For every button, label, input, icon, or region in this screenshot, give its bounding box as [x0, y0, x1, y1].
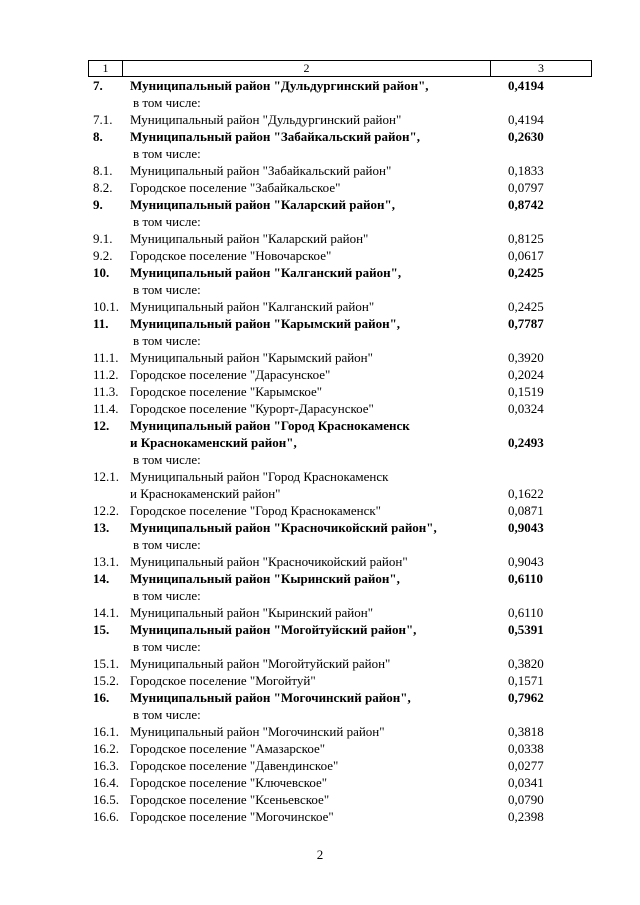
row-name-line-1: в том числе: — [133, 588, 201, 603]
row-value: 0,0871 — [508, 503, 544, 518]
row-name-line-1: Муниципальный район "Каларский район" — [130, 231, 369, 246]
table-row — [0, 366, 640, 383]
row-value: 0,1622 — [508, 486, 544, 501]
table-row — [0, 604, 640, 621]
row-name-line-1: Муниципальный район "Карымский район", — [130, 316, 401, 331]
row-name-line-1: Муниципальный район "Забайкальский район", — [130, 129, 420, 144]
row-name — [130, 451, 201, 468]
row-name-line-1: в том числе: — [133, 282, 201, 297]
row-name — [130, 281, 201, 298]
row-name — [130, 196, 395, 213]
row-name-line-1: в том числе: — [133, 333, 201, 348]
row-name — [130, 757, 338, 774]
table-row — [0, 740, 640, 757]
row-number: 12.1. — [93, 469, 119, 484]
row-name-line-1: Городское поселение "Курорт-Дарасунское" — [130, 401, 374, 416]
table-row — [0, 94, 640, 111]
row-value: 0,4194 — [508, 112, 544, 127]
row-number: 11. — [93, 316, 109, 331]
table-row — [0, 791, 640, 808]
row-name-line-1: в том числе: — [133, 537, 201, 552]
table-header — [88, 60, 592, 77]
row-number: 14. — [93, 571, 110, 586]
row-name-line-1: Муниципальный район "Дульдургинский район" — [130, 112, 402, 127]
table-row — [0, 349, 640, 366]
row-name-line-1: в том числе: — [133, 639, 201, 654]
row-value: 0,0338 — [508, 741, 544, 756]
table-row — [0, 196, 640, 213]
row-number: 16.6. — [93, 809, 119, 824]
row-number: 15.1. — [93, 656, 119, 671]
row-number: 8.2. — [93, 180, 113, 195]
row-name — [130, 298, 374, 315]
table-row — [0, 145, 640, 162]
table-row — [0, 332, 640, 349]
row-name — [130, 553, 408, 570]
row-name — [130, 519, 437, 536]
row-number: 13.1. — [93, 554, 119, 569]
row-value: 0,2398 — [508, 809, 544, 824]
row-number: 14.1. — [93, 605, 119, 620]
row-value: 0,6110 — [508, 571, 544, 586]
row-number: 11.1. — [93, 350, 119, 365]
row-name-line-1: Городское поселение "Могойтуй" — [130, 673, 316, 688]
row-value: 0,4194 — [508, 78, 544, 93]
row-name — [130, 570, 400, 587]
row-name-line-1: Муниципальный район "Могойтуйский район" — [130, 656, 391, 671]
row-name — [130, 808, 334, 825]
row-number: 7. — [93, 78, 103, 93]
row-name-line-2: и Краснокаменский район", — [130, 435, 297, 450]
row-name — [130, 689, 411, 706]
row-number: 16.3. — [93, 758, 119, 773]
row-name — [130, 332, 201, 349]
row-name — [130, 723, 385, 740]
table-row — [0, 162, 640, 179]
row-name — [130, 213, 201, 230]
row-number: 8.1. — [93, 163, 113, 178]
row-number: 8. — [93, 129, 103, 144]
row-number: 13. — [93, 520, 110, 535]
row-value: 0,0797 — [508, 180, 544, 195]
row-value: 0,0790 — [508, 792, 544, 807]
row-value: 0,7787 — [508, 316, 544, 331]
row-value: 0,3920 — [508, 350, 544, 365]
row-number: 9.1. — [93, 231, 113, 246]
table-row — [0, 638, 640, 655]
row-number: 7.1. — [93, 112, 113, 127]
row-number: 16.2. — [93, 741, 119, 756]
row-number: 16.5. — [93, 792, 119, 807]
table-row — [0, 383, 640, 400]
row-number: 16.1. — [93, 724, 119, 739]
row-name-line-1: Муниципальный район "Красночикойский район" — [130, 554, 408, 569]
row-name-line-1: Муниципальный район "Каларский район", — [130, 197, 395, 212]
row-number: 9. — [93, 197, 103, 212]
row-name-line-1: Городское поселение "Город Краснокаменск" — [130, 503, 381, 518]
table-row — [0, 621, 640, 638]
row-name-line-1: Городское поселение "Дарасунское" — [130, 367, 331, 382]
table-row — [0, 468, 640, 502]
row-name — [130, 179, 340, 196]
row-number: 16.4. — [93, 775, 119, 790]
row-name-line-1: Муниципальный район "Красночикойский район", — [130, 520, 437, 535]
table-row — [0, 111, 640, 128]
row-number: 10.1. — [93, 299, 119, 314]
table-row — [0, 298, 640, 315]
row-value: 0,2024 — [508, 367, 544, 382]
row-name — [130, 315, 400, 332]
row-name-line-1: Городское поселение "Могочинское" — [130, 809, 334, 824]
row-name-line-1: Городское поселение "Карымское" — [130, 384, 323, 399]
table-row — [0, 128, 640, 145]
table-row — [0, 451, 640, 468]
page-number: 2 — [316, 847, 324, 862]
row-name-line-2: и Краснокаменский район" — [130, 486, 281, 501]
row-name-line-1: Муниципальный район "Могочинский район" — [130, 724, 385, 739]
table-row — [0, 281, 640, 298]
row-name — [130, 366, 330, 383]
row-name — [130, 536, 201, 553]
row-name-line-1: Городское поселение "Ключевское" — [130, 775, 328, 790]
row-number: 16. — [93, 690, 110, 705]
row-value: 0,2425 — [508, 265, 544, 280]
row-value: 0,2630 — [508, 129, 544, 144]
table-row — [0, 655, 640, 672]
row-name — [130, 383, 322, 400]
row-name-line-1: Муниципальный район "Карымский район" — [130, 350, 373, 365]
row-name — [130, 672, 316, 689]
row-name-line-1: Муниципальный район "Кыринский район" — [130, 605, 374, 620]
header-col-3: 3 — [538, 61, 544, 75]
row-value: 0,3818 — [508, 724, 544, 739]
row-number: 12. — [93, 418, 110, 433]
row-name-line-1: в том числе: — [133, 707, 201, 722]
row-name-line-1: Муниципальный район "Город Краснокаменск — [130, 418, 410, 433]
row-value: 0,2493 — [508, 435, 544, 450]
row-name-line-1: Городское поселение "Забайкальское" — [130, 180, 341, 195]
table-row — [0, 774, 640, 791]
row-value: 0,2425 — [508, 299, 544, 314]
table-row — [0, 519, 640, 536]
row-name — [130, 128, 420, 145]
row-name — [130, 604, 373, 621]
row-value: 0,8125 — [508, 231, 544, 246]
row-name — [130, 638, 201, 655]
row-value: 0,6110 — [508, 605, 544, 620]
row-name-line-1: Муниципальный район "Калганский район", — [130, 265, 402, 280]
row-name — [130, 264, 401, 281]
row-name — [130, 400, 374, 417]
table-row — [0, 502, 640, 519]
row-name — [130, 655, 390, 672]
row-name — [130, 740, 325, 757]
row-name — [130, 706, 201, 723]
row-value: 0,1833 — [508, 163, 544, 178]
table-row — [0, 417, 640, 451]
table-row — [0, 553, 640, 570]
row-value: 0,5391 — [508, 622, 544, 637]
header-col-2: 2 — [123, 61, 491, 76]
row-number: 11.3. — [93, 384, 119, 399]
row-name — [130, 162, 391, 179]
table-row — [0, 213, 640, 230]
table-body — [0, 77, 640, 825]
row-name — [130, 791, 329, 808]
row-name-line-1: Муниципальный район "Могочинский район", — [130, 690, 411, 705]
row-number: 9.2. — [93, 248, 113, 263]
row-value: 0,0324 — [508, 401, 544, 416]
table-row — [0, 689, 640, 706]
row-number: 15. — [93, 622, 110, 637]
row-name — [130, 502, 381, 519]
row-name — [130, 587, 201, 604]
row-value: 0,9043 — [508, 520, 544, 535]
row-value: 0,0341 — [508, 775, 544, 790]
row-name — [130, 111, 401, 128]
table-row — [0, 808, 640, 825]
table-row — [0, 587, 640, 604]
table-row — [0, 264, 640, 281]
row-name-line-1: в том числе: — [133, 452, 201, 467]
row-name — [130, 145, 201, 162]
table-row — [0, 570, 640, 587]
table-row — [0, 247, 640, 264]
row-name — [130, 468, 388, 502]
row-name-line-1: Муниципальный район "Калганский район" — [130, 299, 375, 314]
row-number: 10. — [93, 265, 110, 280]
row-name — [130, 621, 416, 638]
table-row — [0, 315, 640, 332]
table-row — [0, 706, 640, 723]
row-name — [130, 349, 373, 366]
row-name-line-1: Городское поселение "Новочарское" — [130, 248, 332, 263]
row-name — [130, 77, 429, 94]
row-value: 0,3820 — [508, 656, 544, 671]
row-value: 0,1519 — [508, 384, 544, 399]
row-name — [130, 94, 201, 111]
row-value: 0,8742 — [508, 197, 544, 212]
row-name-line-1: Муниципальный район "Могойтуйский район", — [130, 622, 417, 637]
table-row — [0, 723, 640, 740]
row-value: 0,7962 — [508, 690, 544, 705]
row-value: 0,0277 — [508, 758, 544, 773]
table-row — [0, 179, 640, 196]
row-name — [130, 247, 331, 264]
header-col-1: 1 — [89, 61, 123, 76]
table-row — [0, 672, 640, 689]
row-number: 11.2. — [93, 367, 119, 382]
row-name — [130, 230, 368, 247]
row-name-line-1: Муниципальный район "Кыринский район", — [130, 571, 400, 586]
row-name-line-1: в том числе: — [133, 146, 201, 161]
row-name-line-1: Муниципальный район "Забайкальский район" — [130, 163, 392, 178]
row-name-line-1: Муниципальный район "Дульдургинский район", — [130, 78, 429, 93]
row-number: 11.4. — [93, 401, 119, 416]
row-value: 0,0617 — [508, 248, 544, 263]
table-row — [0, 400, 640, 417]
row-name — [130, 774, 327, 791]
row-name-line-1: Муниципальный район "Город Краснокаменск — [130, 469, 389, 484]
row-name-line-1: в том числе: — [133, 95, 201, 110]
row-name-line-1: в том числе: — [133, 214, 201, 229]
table-row — [0, 536, 640, 553]
row-name-line-1: Городское поселение "Давендинское" — [130, 758, 339, 773]
row-number: 15.2. — [93, 673, 119, 688]
row-value: 0,9043 — [508, 554, 544, 569]
row-name-line-1: Городское поселение "Амазарское" — [130, 741, 326, 756]
table-row — [0, 230, 640, 247]
table-row — [0, 757, 640, 774]
row-name — [130, 417, 410, 451]
row-number: 12.2. — [93, 503, 119, 518]
row-value: 0,1571 — [508, 673, 544, 688]
row-name-line-1: Городское поселение "Ксеньевское" — [130, 792, 330, 807]
table-row — [0, 77, 640, 94]
